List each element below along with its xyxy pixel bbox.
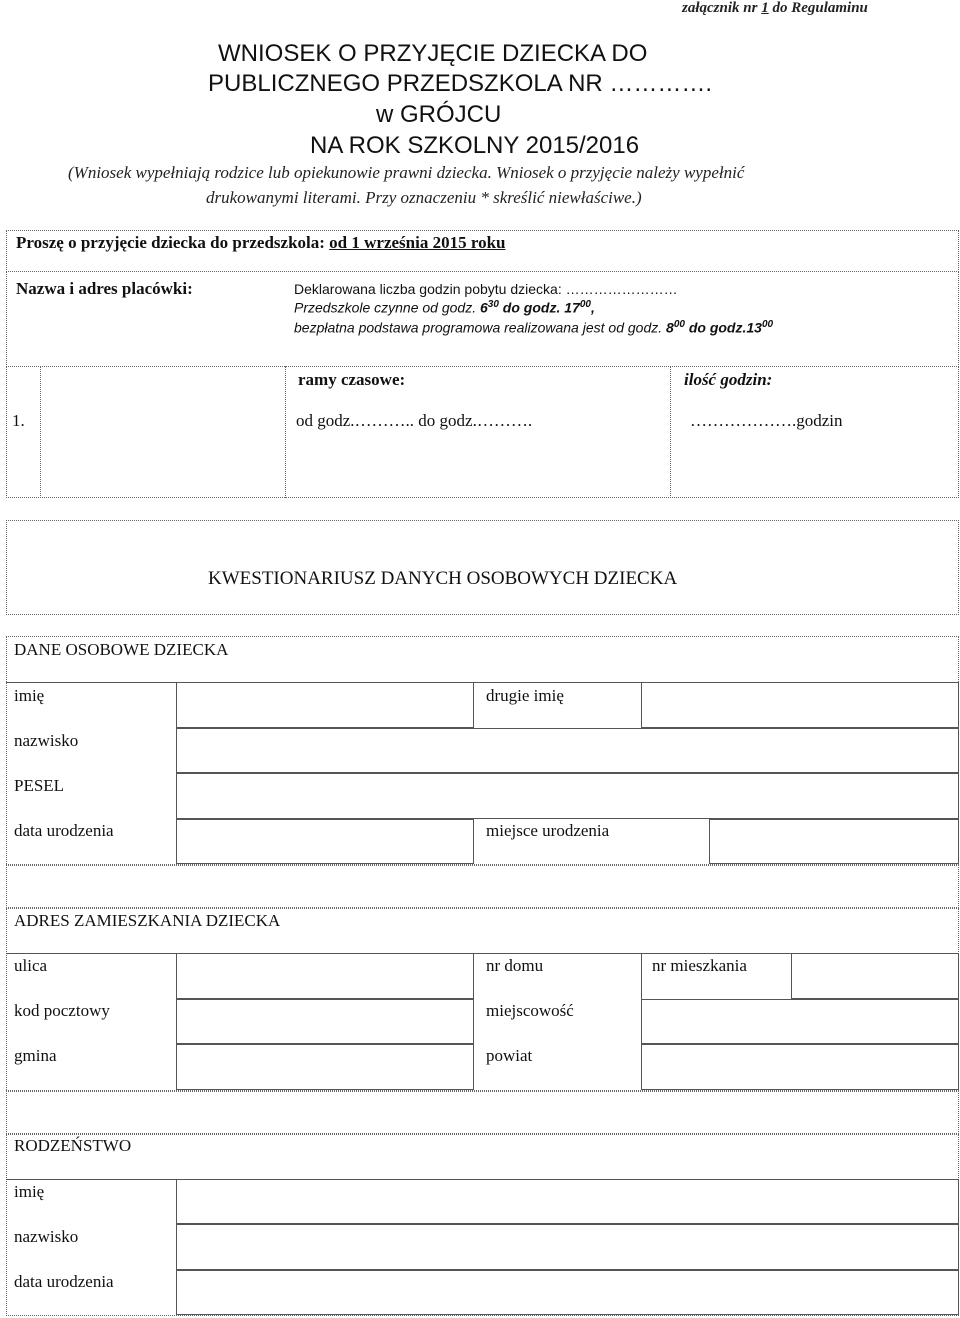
free-from: 8 <box>666 319 674 336</box>
birth-date-label: data urodzenia <box>14 821 114 840</box>
house-no-label: nr domu <box>486 956 544 975</box>
opening-to-min: 00 <box>579 299 591 310</box>
time-frames-field[interactable]: od godz.……….. do godz.………. <box>296 411 533 430</box>
city-field[interactable] <box>641 999 959 1044</box>
postal-code-field[interactable] <box>176 999 474 1044</box>
spacer-row <box>6 1090 959 1134</box>
divider <box>285 366 286 498</box>
free-mid: do godz. <box>684 319 747 336</box>
opening-from: 6 <box>480 299 488 316</box>
divider <box>40 366 41 498</box>
title-line-4: NA ROK SZKOLNY 2015/2016 <box>310 132 640 159</box>
instructions-line-1: (Wniosek wypełniają rodzice lub opiekunowie prawni dziecka. Wniosek o przyjęcie należy wypełnić <box>68 163 745 182</box>
second-name-label: drugie imię <box>486 686 564 705</box>
pesel-label: PESEL <box>14 776 65 795</box>
time-frames-label: ramy czasowe: <box>298 370 406 389</box>
address-section-title: ADRES ZAMIESZKANIA DZIECKA <box>14 911 281 930</box>
opening-hours <box>294 299 595 316</box>
postal-code-label: kod pocztowy <box>14 1001 110 1020</box>
street-field[interactable] <box>176 953 474 999</box>
annex-suffix: do Regulaminu <box>768 0 868 16</box>
annex-note <box>682 0 868 17</box>
spacer-row <box>6 864 959 908</box>
sibling-surname-label: nazwisko <box>14 1227 79 1246</box>
sibling-first-name-field[interactable] <box>176 1179 959 1224</box>
house-no-field[interactable] <box>641 953 642 999</box>
siblings-section-title: RODZEŃSTWO <box>14 1136 132 1155</box>
surname-label: nazwisko <box>14 731 79 750</box>
free-prefix: bezpłatna podstawa programowa realizowana jest od godz. <box>294 319 667 336</box>
birth-date-field[interactable] <box>176 819 474 864</box>
flat-no-label: nr mieszkania <box>652 956 747 975</box>
divider <box>670 366 671 498</box>
flat-no-field[interactable] <box>791 953 959 999</box>
first-name-label: imię <box>14 686 45 705</box>
county-label: powiat <box>486 1046 533 1065</box>
second-name-field[interactable] <box>641 682 959 728</box>
surname-field[interactable] <box>176 728 959 773</box>
opening-to: 17 <box>564 299 580 316</box>
request-text <box>16 233 505 253</box>
title-line-2: PUBLICZNEGO PRZEDSZKOLA NR …………. <box>208 70 713 97</box>
sibling-birth-date-field[interactable] <box>176 1270 959 1315</box>
title-line-3: w GRÓJCU <box>376 101 502 128</box>
sibling-surname-field[interactable] <box>176 1224 959 1270</box>
opening-from-min: 30 <box>487 299 499 310</box>
sibling-first-name-label: imię <box>14 1182 45 1201</box>
facility-label: Nazwa i adres placówki: <box>16 279 193 298</box>
questionnaire-title: KWESTIONARIUSZ DANYCH OSOBOWYCH DZIECKA <box>208 568 678 589</box>
free-program-hours <box>294 319 773 336</box>
street-label: ulica <box>14 956 48 975</box>
free-from-min: 00 <box>673 319 685 330</box>
free-to: 13 <box>746 319 762 336</box>
opening-mid: do godz. <box>498 299 565 316</box>
commune-label: gmina <box>14 1046 57 1065</box>
birth-place-label: miejsce urodzenia <box>486 821 610 840</box>
request-label: Proszę o przyjęcie dziecka do przedszkola: <box>16 233 330 252</box>
sibling-birth-date-label: data urodzenia <box>14 1272 114 1291</box>
title-line-1: WNIOSEK O PRZYJĘCIE DZIECKA DO <box>218 40 648 67</box>
instructions-line-2: drukowanymi literami. Przy oznaczeniu * skreślić niewłaściwe.) <box>206 188 642 207</box>
opening-prefix: Przedszkole czynne od godz. <box>294 299 480 316</box>
schedule-row <box>6 366 959 498</box>
first-name-field[interactable] <box>176 682 474 728</box>
annex-number: 1 <box>761 0 769 16</box>
opening-end: , <box>590 299 595 316</box>
hours-declaration: Deklarowana liczba godzin pobytu dziecka: …………………… <box>294 281 678 297</box>
hours-count-field[interactable]: ……………….godzin <box>690 411 843 430</box>
annex-prefix: załącznik nr <box>682 0 762 16</box>
birth-place-field[interactable] <box>709 819 959 864</box>
free-to-min: 00 <box>761 319 774 330</box>
city-label: miejscowość <box>486 1001 574 1020</box>
row-number: 1. <box>12 411 25 430</box>
hours-count-label: ilość godzin: <box>684 370 773 389</box>
pesel-field[interactable] <box>176 773 959 819</box>
child-section-title: DANE OSOBOWE DZIECKA <box>14 640 229 659</box>
request-date: od 1 września 2015 roku <box>329 233 506 252</box>
commune-field[interactable] <box>176 1044 474 1090</box>
county-field[interactable] <box>641 1044 959 1090</box>
